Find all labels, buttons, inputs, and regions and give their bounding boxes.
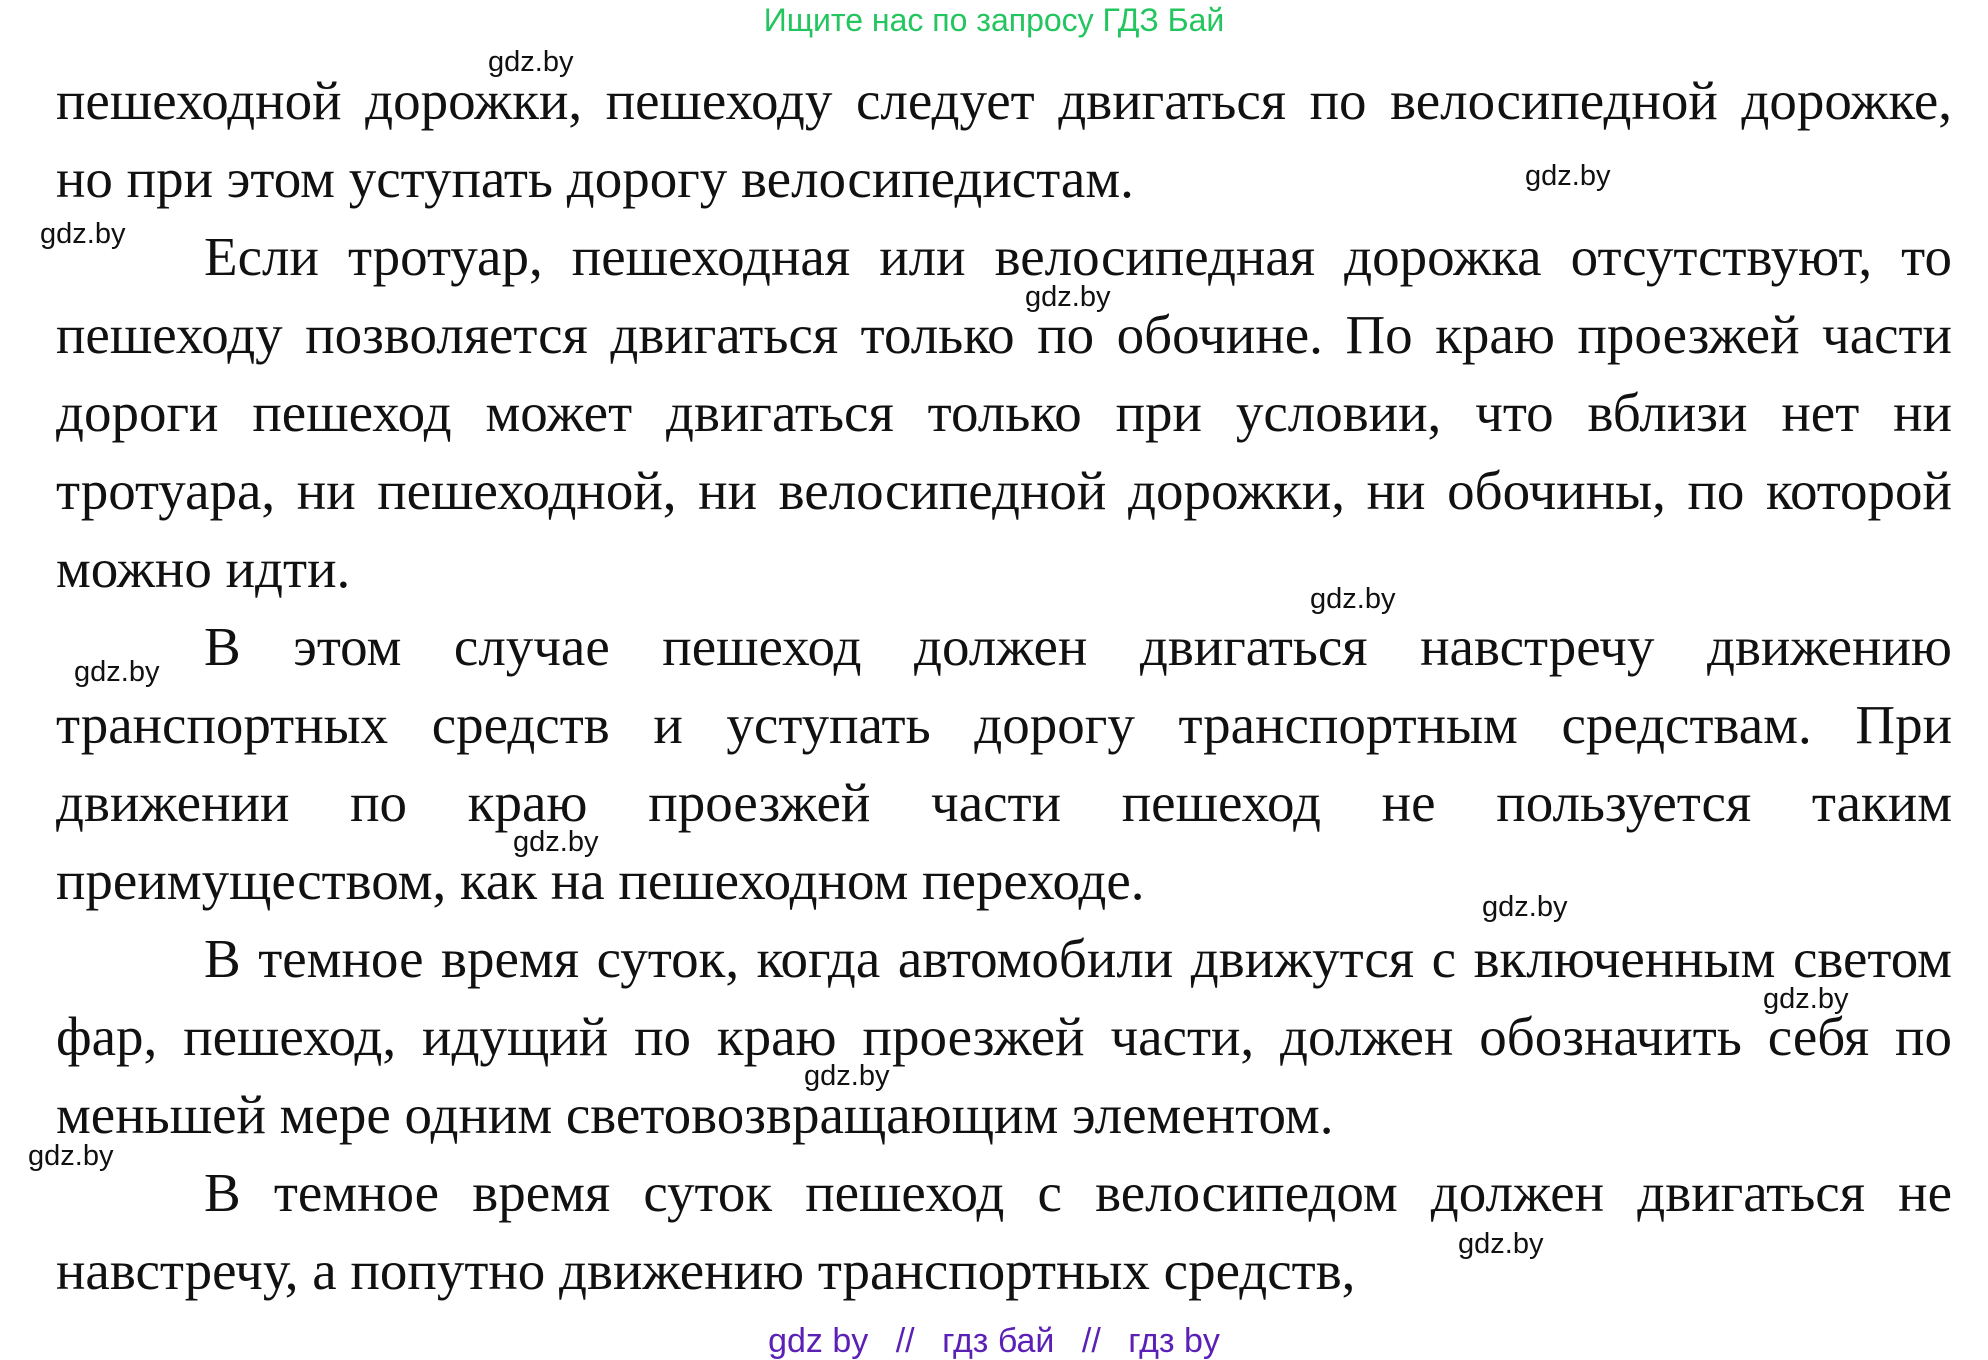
watermark: gdz.by (1310, 583, 1396, 615)
watermark: gdz.by (488, 46, 574, 78)
search-hint-banner: Ищите нас по запросу ГДЗ Бай (763, 2, 1225, 38)
paragraph-oncoming-traffic: В этом случае пешеход должен двигаться навстречу движению транспортных средств и уступать дорогу транспортным средствам. При движении по краю проезжей части пешеход не пользуется таким преимуществом, как на пешеходном переходе. (56, 616, 1952, 911)
footer-link-gdz-by[interactable]: gdz by (768, 1322, 869, 1360)
footer-link-gdz-bai[interactable]: гдз бай (942, 1322, 1055, 1360)
watermark: gdz.by (513, 826, 599, 858)
footer-separator: // (895, 1322, 915, 1360)
paragraph-bicycle-dark-time: В темное время суток пешеход с велосипедом должен двигаться не навстречу, а попутно движению транспортных средств, (56, 1162, 1952, 1301)
paragraph-no-sidewalk: Если тротуар, пешеходная или велосипедная дорожка отсутствуют, то пешеходу позволяется двигаться только по обочине. По краю проезжей части дороги пешеход может двигаться только при условии, что вблизи нет ни тротуара, ни пешеходной, ни велосипедной дорожки, ни обочины, по которой можно идти. (56, 226, 1952, 599)
watermark: gdz.by (1458, 1228, 1544, 1260)
watermark: gdz.by (40, 218, 126, 250)
watermark: gdz.by (1025, 281, 1111, 313)
watermark: gdz.by (28, 1140, 114, 1172)
footer-links (0, 1324, 1988, 1358)
paragraph-continuation: пешеходной дорожки, пешеходу следует двигаться по велосипедной дорожке, но при этом уступать дорогу велосипедистам. (56, 70, 1952, 209)
footer-separator: // (1081, 1322, 1101, 1360)
paragraph-dark-time-reflector: В темное время суток, когда автомобили движутся с включенным светом фар, пешеход, идущий по краю проезжей части, должен обозначить себя по меньшей мере одним световозвращающим элементом. (56, 928, 1952, 1145)
textbook-page (56, 62, 1952, 1310)
watermark: gdz.by (1482, 891, 1568, 923)
watermark: gdz.by (1763, 983, 1849, 1015)
watermark: gdz.by (74, 656, 160, 688)
watermark: gdz.by (804, 1060, 890, 1092)
footer-link-gdz-by-cyrillic[interactable]: гдз by (1128, 1322, 1220, 1360)
watermark: gdz.by (1525, 160, 1611, 192)
